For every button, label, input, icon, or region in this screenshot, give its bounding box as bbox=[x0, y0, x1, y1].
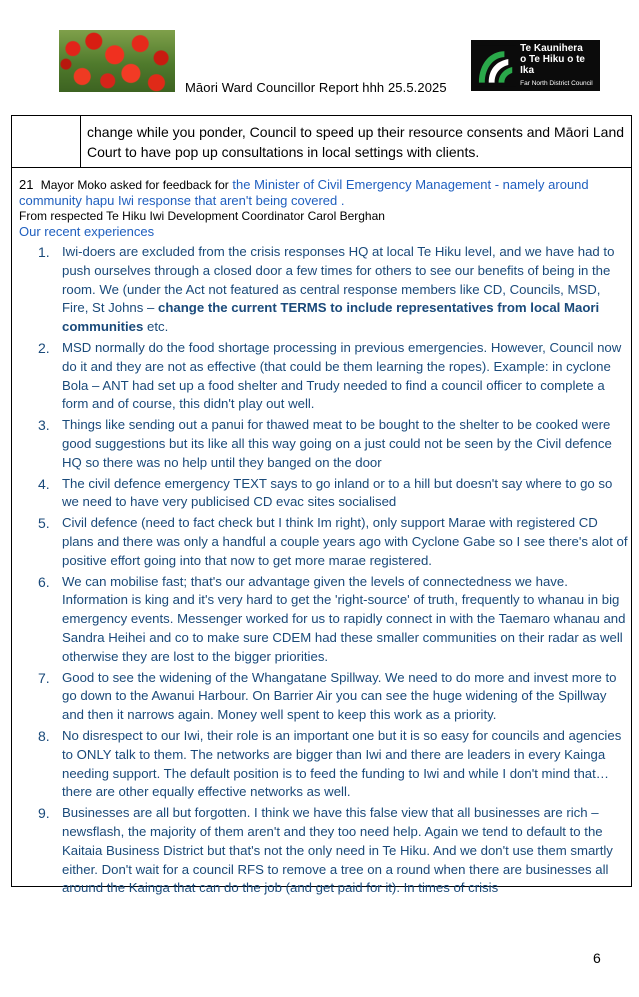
council-logo-mark-icon bbox=[475, 45, 516, 87]
list-item: 8. No disrespect to our Iwi, their role is an important one but it is so easy for councils and agencies to ONLY talk to them. The networks are bigger than Iwi and there are leaders in every Kainga needing support. The default position is to feed the funding to Iwi and while I don't mind that… there are other equally effective networks as well. bbox=[38, 727, 622, 800]
item-intro: Mayor Moko asked for feedback for bbox=[40, 178, 229, 192]
item-topic: the Minister of Civil Emergency Management - namely around community hapu Iwi response that aren't being covered . bbox=[19, 177, 589, 208]
list-item: 7. Good to see the widening of the Whangatane Spillway. We need to do more and invest more to go down to the Awanui Harbour. On Barrier Air you can see the huge widening of the Spillway and then it narrows again. Money well spent to keep this work as a priority. bbox=[38, 669, 617, 723]
report-title: Māori Ward Councillor Report hhh 25.5.2025 bbox=[185, 80, 447, 95]
logo-text-line-1: Te Kaunihera bbox=[520, 42, 583, 54]
experiences-list bbox=[30, 243, 630, 900]
list-item: 5. Civil defence (need to fact check but I think Im right), only support Marae with registered CD plans and there was only a handful a couple years ago with Cyclone Gabe so I see there's alot of positive effort going into that now to get more marae registered. bbox=[38, 515, 628, 568]
table-column-divider bbox=[80, 116, 81, 167]
list-item: 4. The civil defence emergency TEXT says to go inland or to a hill but doesn't say where to go so we need to have very publicised CD evac sites socialised bbox=[38, 475, 613, 510]
item-heading bbox=[19, 177, 629, 208]
poppy-field-image bbox=[59, 30, 175, 92]
council-logo bbox=[471, 40, 600, 91]
list-item: 2. MSD normally do the food shortage processing in previous emergencies. However, Council now do it and they are not as effective (that could be them learning the ropes). Example: in cyclone Bola – ANT had set up a food shelter and Trudy needed to find a council officer to complete a form and of course, this didn't play out well. bbox=[38, 339, 622, 412]
list-item: 1. Iwi-doers are excluded from the crisis responses HQ at local Te Hiku level, and we have had to push ourselves through a closed door a few times for others to see our benefits of being in the room. We (under the Act not featured as central response members like CD, Councils, MSD, Fire, St Johns – change the current TERMS to include representatives from local Maori communities etc. bbox=[38, 244, 615, 335]
item-source: From respected Te Hiku Iwi Development Coordinator Carol Berghan bbox=[19, 209, 385, 223]
item-number: 21 bbox=[19, 177, 34, 192]
item-21-table-row bbox=[11, 168, 632, 896]
continuation-text: change while you ponder, Council to speed up their resource consents and Māori Land Court to have pop up consultations in local settings with clients. bbox=[87, 124, 625, 160]
page-number: 6 bbox=[593, 950, 601, 966]
previous-item-table-row bbox=[11, 115, 632, 168]
logo-text-line-2: o Te Hiku o te Ika bbox=[520, 53, 585, 76]
logo-text-line-3: Far North District Council bbox=[520, 79, 593, 87]
list-item: 3. Things like sending out a panui for thawed meat to be bought to the shelter to be cooked were good suggestions but its like all this way going on a just could not be seen by the Civil defence HQ so there was no help until they banged on the door bbox=[38, 417, 612, 470]
list-item: 9. Businesses are all but forgotten. I think we have this false view that all businesses are rich – newsflash, the majority of them aren't and they too need help. Again we tend to default to the Kaitaia Business District but that's not the only need in Te Hiku. And we don't use them smartly either. Don't wait for a council RFS to remove a tree on a round when there are businesses all around the Kainga that can do the job (and get paid for it). In times of crisis bbox=[38, 805, 613, 896]
experiences-heading: Our recent experiences bbox=[19, 224, 155, 239]
list-item: 6. We can mobilise fast; that's our advantage given the levels of connectedness we have. Information is king and it's very hard to get the 'right-source' of truth, frequently to whanau in big emergency events. Messenger worked for us to rapidly connect in with the Taemaro whanau and Sandra Heihei and co to make sure CDEM had these smaller communities on their radar as well otherwise they are lost to the bigger priorities. bbox=[38, 573, 626, 664]
